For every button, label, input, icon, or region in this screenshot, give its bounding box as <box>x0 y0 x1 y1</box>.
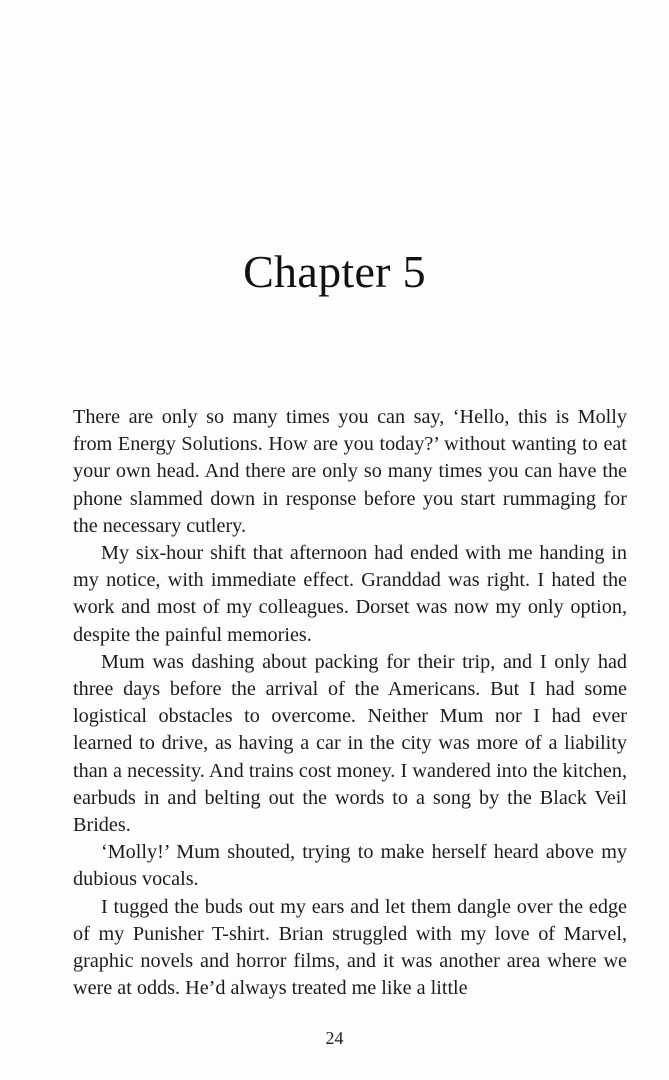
chapter-title: Chapter 5 <box>243 246 426 297</box>
body-text <box>73 404 627 1002</box>
paragraph-2: My six-hour shift that afternoon had ended with me handing in my notice, with immediate effect. Granddad was right. I hated the work and most of my colleagues. Dorset was now my only option, despite the painful memories. <box>73 542 627 646</box>
paragraph-5: I tugged the buds out my ears and let them dangle over the edge of my Punisher T-shirt. Brian struggled with my love of Marvel, graphic novels and horror films, and it was another area where we were at odds. He’d always treated me like a little <box>73 895 627 1000</box>
page-number: 24 <box>325 1028 344 1048</box>
paragraph-3: Mum was dashing about packing for their trip, and I only had three days before the arrival of the Americans. But I had some logistical obstacles to overcome. Neither Mum nor I had ever learned to drive, as having a car in the city was more of a liability than a necessity. And trains cost money. I wandered into the kitchen, earbuds in and belting out the words to a song by the Black Veil Brides. <box>73 650 627 837</box>
paragraph-1: There are only so many times you can say, ‘Hello, this is Molly from Energy Solutions. How are you today?’ without wanting to eat your own head. And there are only so many times you can have the phone slammed down in response before you start rummaging for the necessary cutlery. <box>73 406 627 537</box>
paragraph-4: ‘Molly!’ Mum shouted, trying to make herself heard above my dubious vocals. <box>73 841 627 891</box>
